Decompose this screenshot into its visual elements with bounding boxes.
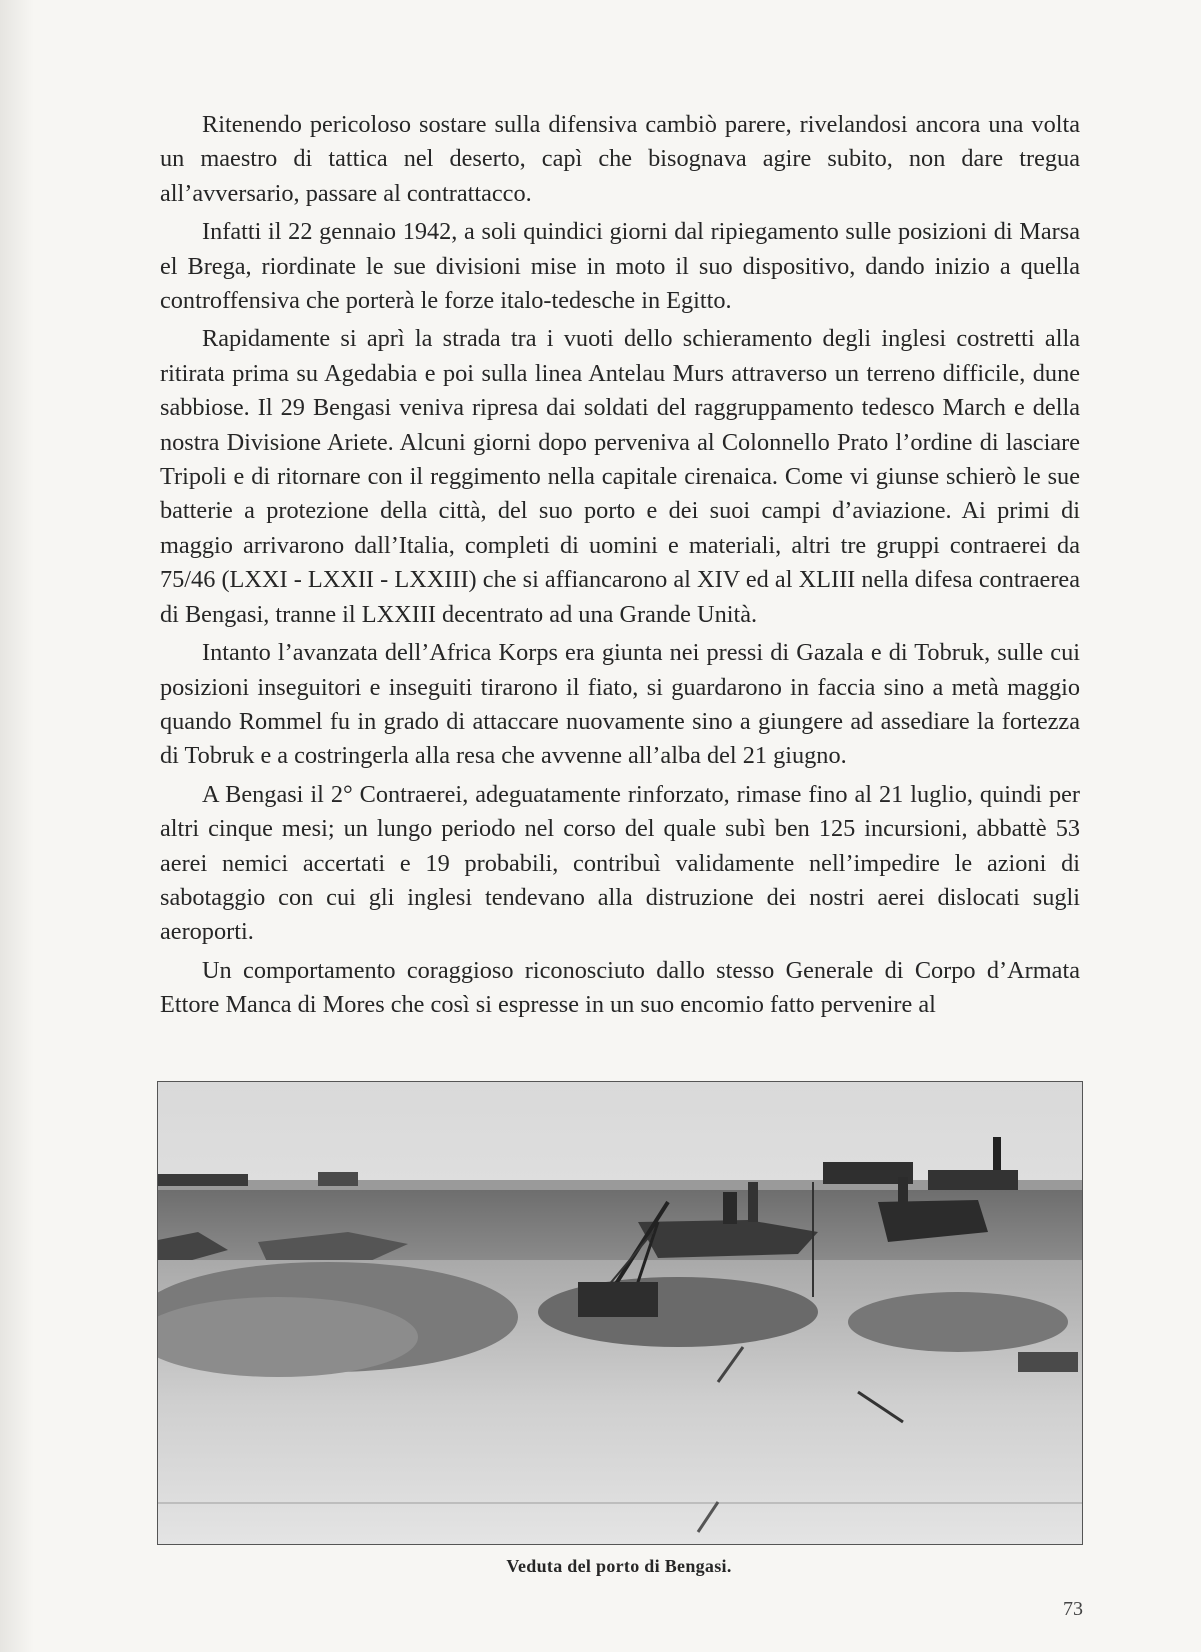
body-text	[160, 108, 1080, 1027]
paragraph-5: A Bengasi il 2° Contraerei, adeguatamente rinforzato, rimase fino al 21 luglio, quindi per altri cinque mesi; un lungo periodo nel corso del quale subì ben 125 incursioni, abbattè 53 aerei nemici accertati e 19 probabili, contribuì validamente nell’impedire le azioni di sabotaggio con cui gli inglesi tendevano alla distruzione dei nostri aerei dislocati sugli aeroporti.	[160, 780, 1080, 946]
paragraph-6: Un comportamento coraggioso riconosciuto dallo stesso Generale di Corpo d’Armata Ettore Manca di Mores che così si espresse in un suo encomio fatto pervenire al	[160, 956, 1080, 1019]
paragraph-4: Intanto l’avanzata dell’Africa Korps era giunta nei pressi di Gazala e di Tobruk, sulle cui posizioni inseguitori e inseguiti tirarono il fiato, si guardarono in faccia sino a metà maggio quando Rommel fu in grado di attaccare nuovamente sino a giungere ad assediare la fortezza di Tobruk e a costringerla alla resa che avvenne all’alba del 21 giugno.	[160, 639, 1080, 770]
harbor-photo-illustration	[158, 1082, 1082, 1544]
page-number: 73	[1063, 1598, 1083, 1620]
figure-caption: Veduta del porto di Bengasi.	[506, 1556, 732, 1576]
paragraph-1: Ritenendo pericoloso sostare sulla difensiva cambiò parere, rivelandosi ancora una volta un maestro di tattica nel deserto, capì che bisognava agire subito, non dare tregua all’avversario, passare al contrattacco.	[160, 111, 1080, 207]
paragraph-2: Infatti il 22 gennaio 1942, a soli quindici giorni dal ripiegamento sulle posizioni di Marsa el Brega, riordinate le sue divisioni mise in moto il suo dispositivo, dando inizio a quella controffensiva che porterà le forze italo-tedesche in Egitto.	[160, 218, 1080, 315]
page-edge-shadow	[0, 0, 34, 1652]
paragraph-3: Rapidamente si aprì la strada tra i vuoti dello schieramento degli inglesi costretti alla ritirata prima su Agedabia e poi sulla linea Antelau Murs attraverso un terreno difficile, dune sabbiose. Il 29 Bengasi veniva ripresa dai soldati del raggruppamento tedesco March e della nostra Divisione Ariete. Alcuni giorni dopo perveniva al Colonnello Prato l’ordine di lasciare Tripoli e di ritornare con il reggimento nella capitale cirenaica. Come vi giunse schierò le sue batterie a protezione della città, del suo porto e dei suoi campi d’aviazione. Ai primi di maggio arrivarono dall’Italia, completi di uomini e materiali, altri tre gruppi contraerei da 75/46 (LXXI - LXXII - LXXIII) che si affiancarono al XIV ed al XLIII nella difesa contraerea di Bengasi, tranne il LXXIII decentrato ad una Grande Unità.	[160, 325, 1080, 628]
harbor-photo	[157, 1081, 1083, 1545]
